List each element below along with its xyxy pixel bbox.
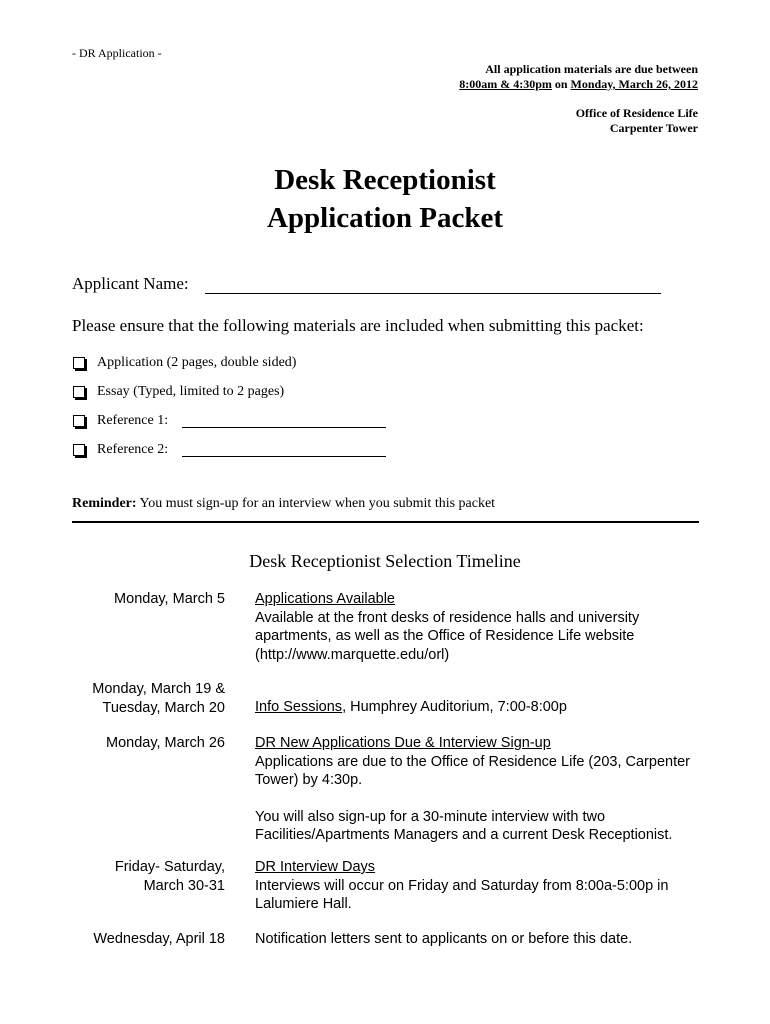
office-name: Office of Residence Life [575, 106, 698, 120]
checkbox[interactable] [73, 357, 85, 369]
divider [72, 521, 699, 523]
timeline-heading: Desk Receptionist Selection Timeline [249, 551, 521, 571]
checklist-item-label: Application (2 pages, double sided) [97, 355, 297, 370]
checklist-item-label: Essay (Typed, limited to 2 pages) [97, 384, 285, 399]
timeline-date: Monday, March 5 [114, 591, 225, 607]
due-notice-line2 [380, 77, 698, 92]
checklist-item [72, 382, 386, 402]
checklist-item [72, 440, 386, 460]
reminder-text: You must sign-up for an interview when you submit this packet [139, 496, 496, 511]
checklist [72, 353, 386, 460]
checklist-item-label: Reference 1: [97, 413, 169, 428]
office-building: Carpenter Tower [609, 121, 698, 135]
due-date: Monday, March 26, 2012 [570, 77, 698, 91]
checkbox[interactable] [73, 386, 85, 398]
checklist-item [72, 411, 386, 431]
checkbox[interactable] [73, 444, 85, 456]
reminder-label: Reminder: [72, 496, 137, 511]
office-block [380, 106, 698, 136]
timeline-text: Notification letters sent to applicants on or before this date. [255, 931, 633, 947]
timeline-title: Info Sessions [255, 699, 343, 715]
timeline-date-line2: Tuesday, March 20 [102, 699, 225, 716]
timeline-date: Monday, March 26 [105, 735, 225, 751]
timeline-date-line1: Friday- Saturday, [114, 859, 225, 875]
timeline-date-line2: March 30-31 [143, 877, 225, 894]
timeline-text: , Humphrey Auditorium, 7:00-8:00p [342, 699, 567, 715]
applicant-name-field[interactable] [205, 279, 661, 294]
applicant-row [72, 274, 661, 294]
reference-1-field[interactable] [182, 415, 386, 428]
checklist-item [72, 353, 386, 373]
due-notice [380, 62, 698, 92]
page-title-line1: Desk Receptionist [274, 164, 496, 196]
timeline-date [70, 680, 225, 717]
due-notice-line1: All application materials are due between [485, 62, 698, 76]
due-time: 8:00am & 4:30pm [459, 77, 552, 91]
document-label: - DR Application - [72, 46, 162, 60]
due-on: on [551, 77, 571, 91]
timeline-body [255, 734, 705, 845]
page-title-line2: Application Packet [266, 202, 504, 234]
timeline-text: Interviews will occur on Friday and Saturday from 8:00a-5:00p in Lalumiere Hall. [255, 877, 669, 912]
instructions-text: Please ensure that the following materials are included when submitting this packet: [72, 316, 644, 335]
timeline-date [70, 858, 225, 895]
reminder [72, 496, 495, 512]
timeline-body [255, 590, 705, 664]
checklist-item-label: Reference 2: [97, 442, 169, 457]
applicant-label: Applicant Name: [72, 274, 189, 293]
reference-2-field[interactable] [182, 444, 386, 457]
timeline-title: DR Interview Days [255, 859, 376, 875]
timeline-title: DR New Applications Due & Interview Sign-up [255, 735, 551, 751]
checkbox[interactable] [73, 415, 85, 427]
timeline-body [255, 930, 705, 949]
page-title [0, 161, 770, 237]
timeline-text: Available at the front desks of residence halls and university apartments, as well as the Office of Residence Life website (http://www.marquette.edu/orl) [255, 609, 640, 663]
timeline-date-line1: Monday, March 19 & [92, 681, 225, 697]
timeline-text: Applications are due to the Office of Residence Life (203, Carpenter Tower) by 4:30p. [255, 753, 690, 788]
timeline-date: Wednesday, April 18 [93, 931, 225, 947]
timeline-text-2: You will also sign-up for a 30-minute interview with two Facilities/Apartments Managers and a current Desk Receptionist. [255, 808, 673, 843]
timeline-body [255, 698, 705, 717]
timeline-body [255, 858, 705, 914]
timeline-title: Applications Available [255, 591, 395, 607]
